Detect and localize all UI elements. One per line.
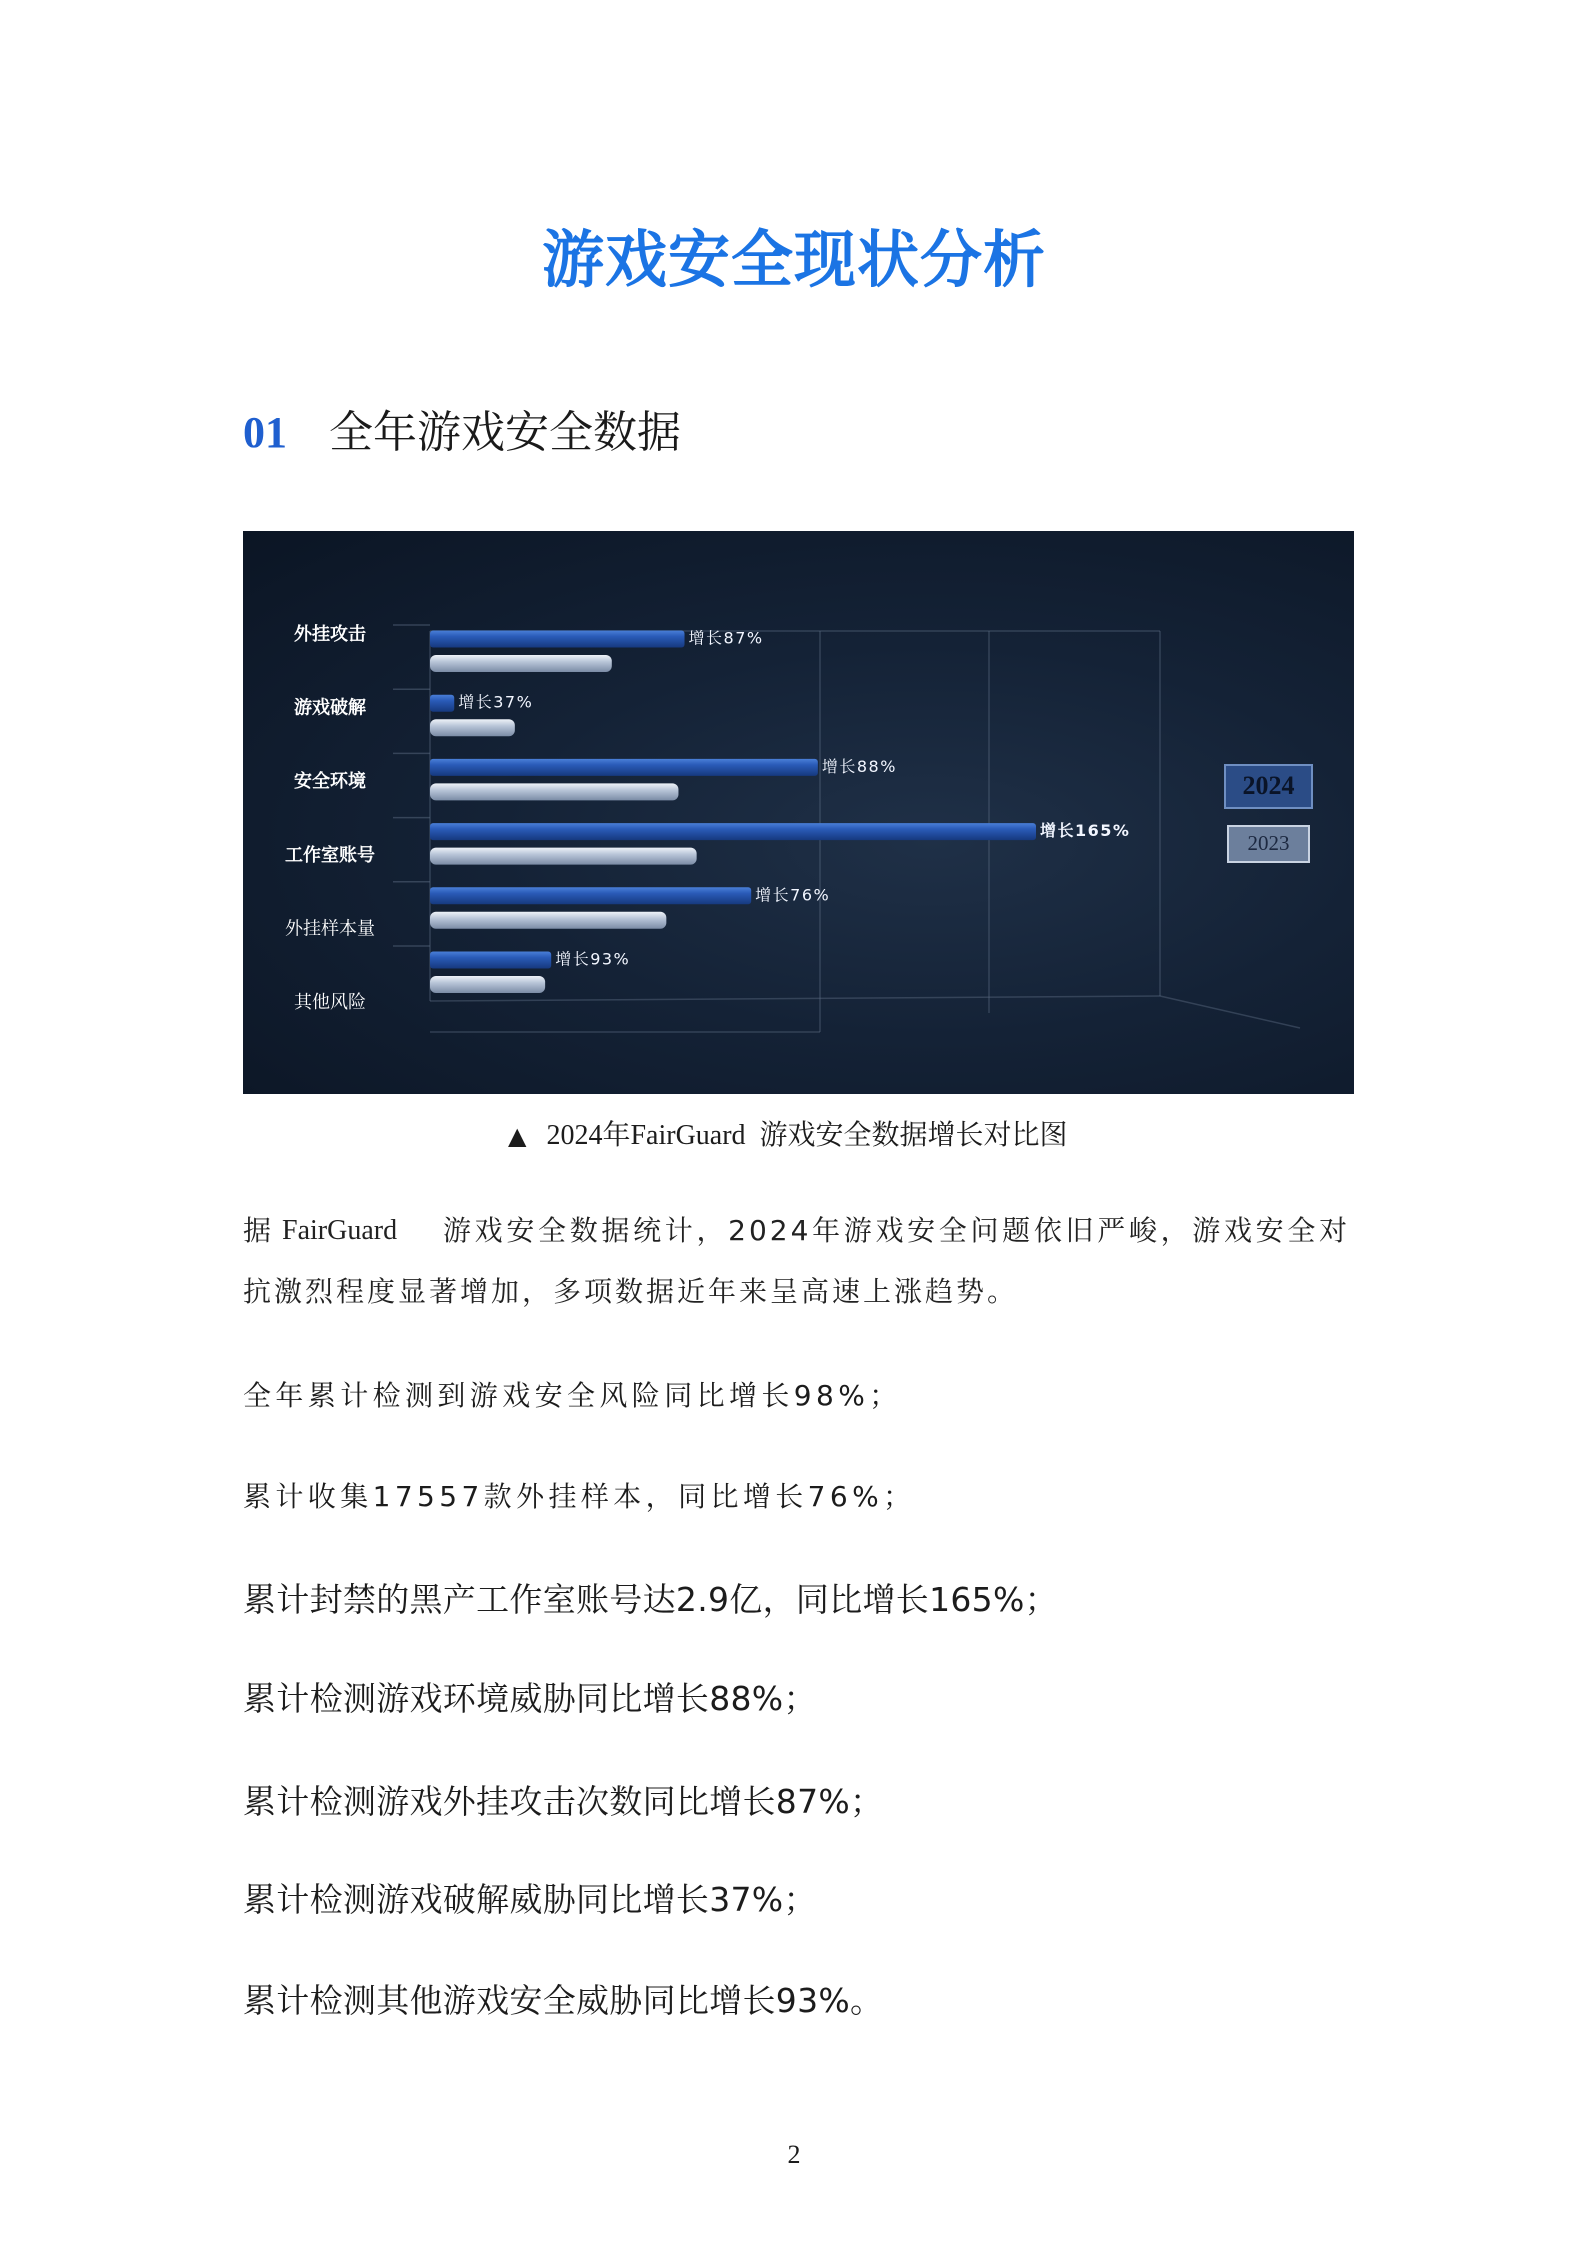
grid-line-7: [1160, 996, 1300, 1028]
intro-line-2: 抗激烈程度显著增加，多项数据近年来呈高速上涨趋势。: [243, 1275, 1019, 1308]
section-number: 01: [243, 408, 287, 457]
bar-2024-3: [430, 823, 1036, 840]
bar-2023-0: [430, 655, 612, 672]
figure-caption: [508, 1118, 1068, 1153]
caption-text: 游戏安全数据增长对比图: [759, 1118, 1068, 1151]
growth-label-5: 增长93%: [555, 949, 631, 969]
stat-item-cracking: 累计检测游戏破解威胁同比增长37%；: [243, 1880, 817, 1919]
category-label-0: 外挂攻击: [294, 624, 366, 645]
stat-item-cheat-attacks: 累计检测游戏外挂攻击次数同比增长87%；: [243, 1782, 884, 1821]
legend-2023-label: 2023: [1247, 830, 1290, 855]
bar-2023-1: [430, 719, 515, 736]
legend-2024-label: 2024: [1242, 770, 1295, 800]
chart-figure: [243, 531, 1354, 1094]
bar-2024-0: [430, 631, 685, 648]
bar-2024-5: [430, 952, 551, 969]
bar-2023-2: [430, 783, 678, 800]
stat-item-accounts: 累计封禁的黑产工作室账号达2.9亿，同比增长165%；: [243, 1580, 1058, 1619]
bar-2023-4: [430, 912, 666, 929]
intro-line-1: 游戏安全数据统计，2024年游戏安全问题依旧严峻，游戏安全对: [443, 1214, 1350, 1247]
bar-2024-4: [430, 887, 751, 904]
growth-label-2: 增长88%: [821, 756, 897, 776]
bar-2024-2: [430, 759, 818, 776]
category-label-2: 安全环境: [294, 771, 366, 793]
growth-label-3: 增长165%: [1040, 821, 1131, 841]
stat-item-samples: 累计收集17557款外挂样本，同比增长76%；: [243, 1480, 916, 1513]
bar-2024-1: [430, 695, 454, 712]
grid-line-6: [430, 996, 1160, 1001]
category-label-1: 游戏破解: [294, 697, 366, 719]
bar-chart: [243, 531, 1354, 1094]
page-title: 游戏安全现状分析: [541, 226, 1046, 295]
category-label-4: 外挂样本量: [285, 918, 375, 940]
bar-2023-3: [430, 848, 697, 865]
intro-brand: FairGuard: [282, 1215, 398, 1246]
section-title: 全年游戏安全数据: [329, 408, 681, 457]
intro-lead: 据: [243, 1214, 272, 1247]
stat-item-risk: 全年累计检测到游戏安全风险同比增长98%；: [243, 1379, 902, 1412]
stat-item-other: 累计检测其他游戏安全威胁同比增长93%。: [243, 1981, 884, 2020]
growth-label-1: 增长37%: [458, 692, 534, 712]
caption-triangle-icon: ▲: [508, 1122, 527, 1150]
category-label-5: 其他风险: [294, 992, 366, 1013]
page-number: 2: [787, 2140, 801, 2169]
legend: [1225, 765, 1312, 862]
growth-label-0: 增长87%: [688, 628, 764, 648]
bar-2023-5: [430, 976, 545, 993]
growth-label-4: 增长76%: [755, 885, 831, 905]
category-label-3: 工作室账号: [285, 844, 375, 866]
stat-item-environment: 累计检测游戏环境威胁同比增长88%；: [243, 1679, 817, 1718]
caption-brand: 2024年FairGuard: [546, 1120, 746, 1151]
